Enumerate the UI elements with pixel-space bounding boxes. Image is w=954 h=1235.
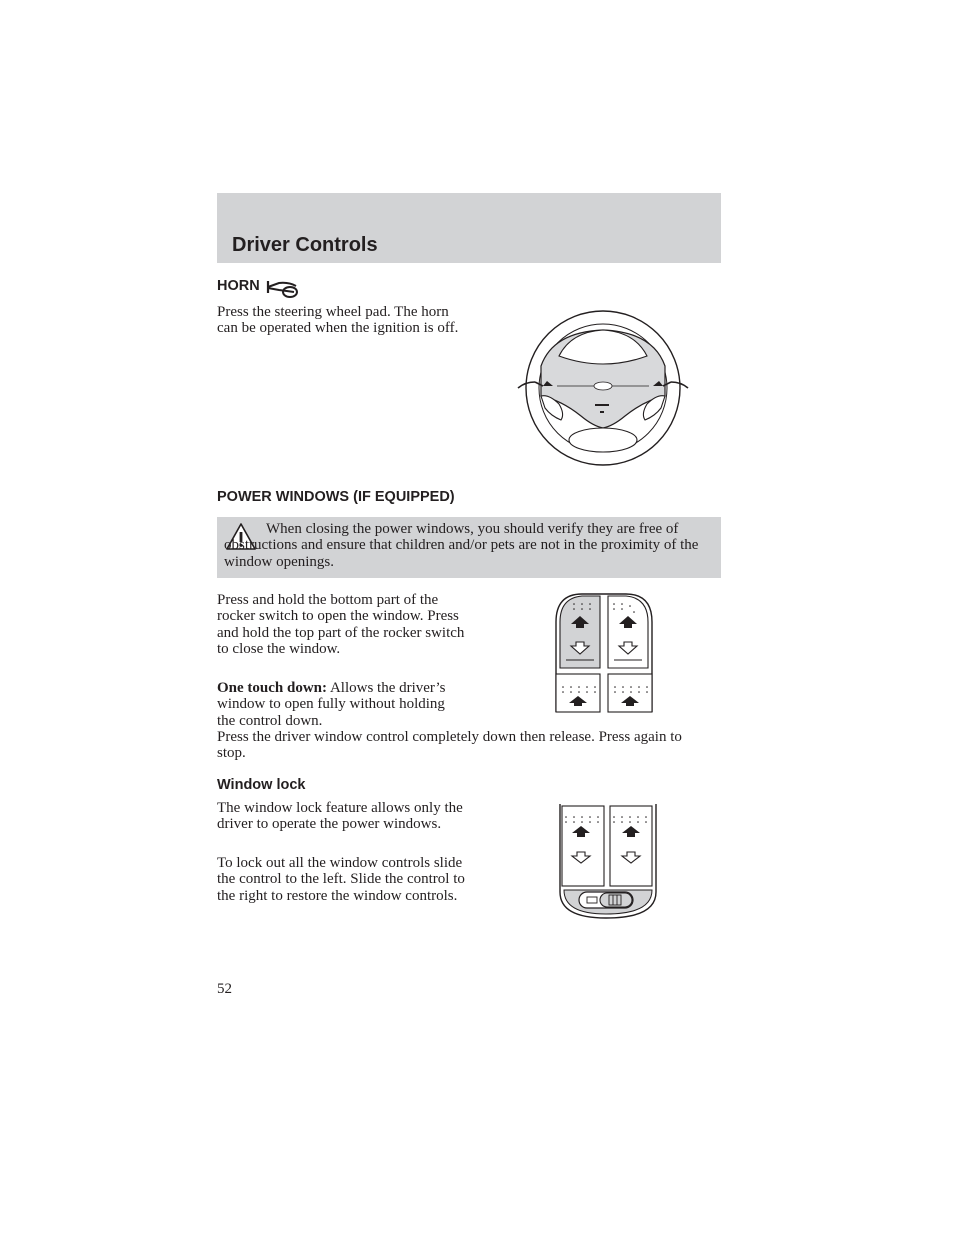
warning-box [217, 517, 721, 578]
one-touch-label: One touch down: [217, 680, 328, 696]
power-windows-body: Press and hold the bottom part of the rocker switch to open the window. Press and hold the top part of the rocker switch to close the window. [217, 592, 465, 658]
one-touch-paragraph [217, 680, 455, 729]
horn-heading [217, 278, 260, 294]
window-lock-body-2: To lock out all the window controls slide the control to the left. Slide the control to the right to restore the window controls. [217, 855, 465, 904]
horn-body: Press the steering wheel pad. The horn can be operated when the ignition is off. [217, 304, 459, 337]
one-touch-continued: Press the driver window control completely down then release. Press again to stop. [217, 729, 682, 762]
window-lock-switch-illustration [556, 800, 660, 922]
window-lock-heading: Window lock [217, 777, 306, 793]
one-touch-text: Allows the driver’s window to open fully without holding the control down. [217, 680, 446, 729]
page-number: 52 [217, 981, 232, 997]
section-header-band [217, 193, 721, 263]
steering-wheel-illustration [513, 308, 693, 468]
window-lock-body-1: The window lock feature allows only the driver to operate the power windows. [217, 800, 463, 833]
horn-heading-text: HORN [217, 278, 260, 294]
section-title: Driver Controls [232, 234, 378, 256]
power-windows-heading: POWER WINDOWS (IF EQUIPPED) [217, 489, 455, 505]
warning-text: When closing the power windows, you should verify they are free of obstructions and ensure that children and/or pets are not in the proximity of the window openings. [224, 521, 699, 570]
horn-icon [265, 279, 301, 299]
window-switch-panel-illustration [552, 592, 656, 714]
